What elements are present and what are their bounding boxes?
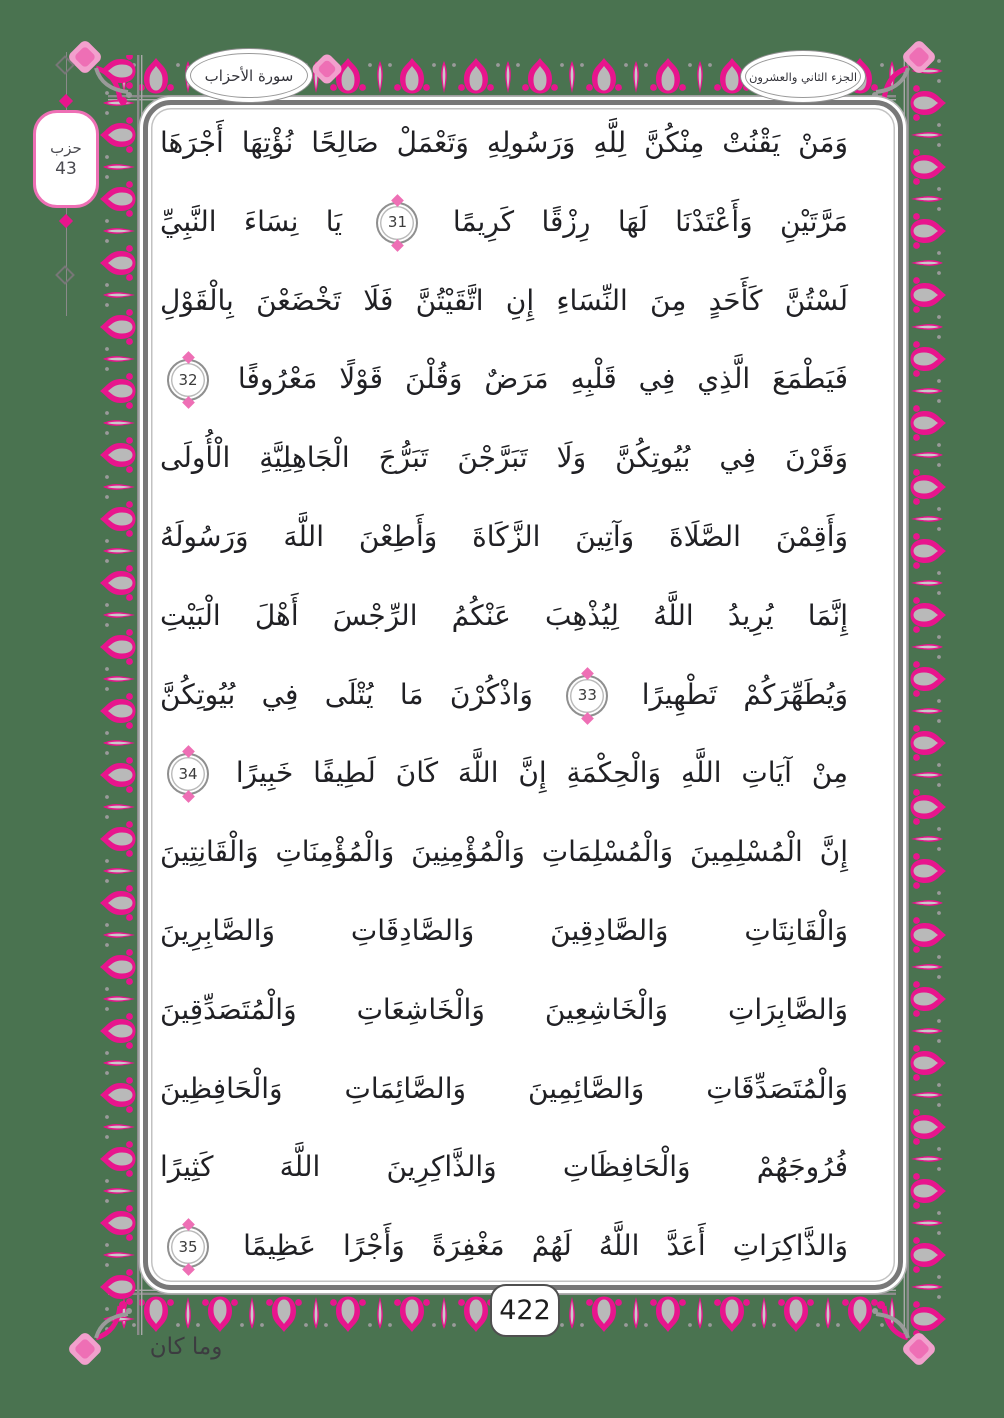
ayah-text: وَالْقَانِتَاتِ وَالصَّادِقِينَ وَالصَّادِقَاتِ وَالصَّابِرِينَ [160,913,848,947]
verse-number: 35 [178,1237,198,1256]
ayah-text: إِنَّمَا يُرِيدُ اللَّهُ لِيُذْهِبَ عَنْكُمُ الرِّجْسَ أَهْلَ الْبَيْتِ [160,598,848,632]
pink-diamond-icon [59,94,73,108]
surah-title: سورة الأحزاب [204,66,294,85]
ayah-text: لَسْتُنَّ كَأَحَدٍ مِنَ النِّسَاءِ إِنِ اتَّقَيْتُنَّ فَلَا تَخْضَعْنَ بِالْقَوْلِ [160,283,848,317]
ayah-text: وَأَقِمْنَ الصَّلَاةَ وَآتِينَ الزَّكَاةَ وَأَطِعْنَ اللَّهَ وَرَسُولَهُ [160,519,848,553]
ayah-text: وَمَنْ يَقْنُتْ مِنْكُنَّ لِلَّهِ وَرَسُولِهِ وَتَعْمَلْ صَالِحًا نُؤْتِهَا أَجْرَهَا [160,126,848,159]
verse-number: 31 [387,213,407,232]
ayah-text: وَالصَّابِرَاتِ وَالْخَاشِعِينَ وَالْخَاشِعَاتِ وَالْمُتَصَدِّقِينَ [160,992,848,1026]
verse-marker-icon [167,1226,209,1268]
ayah-text: وَاذْكُرْنَ مَا يُتْلَى فِي بُيُوتِكُنَّ [160,677,533,711]
verse-marker-icon [566,675,608,717]
ayah-text: مِنْ آيَاتِ اللَّهِ وَالْحِكْمَةِ إِنَّ اللَّهَ كَانَ لَطِيفًا خَبِيرًا [235,756,849,790]
ayah-text: وَالْمُتَصَدِّقَاتِ وَالصَّائِمِينَ وَالصَّائِمَاتِ وَالْحَافِظِينَ [160,1071,848,1105]
page-number: 422 [499,1295,551,1326]
ayah-text: وَقَرْنَ فِي بُيُوتِكُنَّ وَلَا تَبَرَّجْنَ تَبَرُّجَ الْجَاهِلِيَّةِ الْأُولَى [160,441,848,475]
hizb-medallion [33,110,99,208]
verse-number: 34 [178,764,198,783]
juz-title-cartouche [740,50,866,103]
verse-marker-icon [167,359,209,401]
page-number-badge [490,1284,560,1337]
hizb-marker [20,52,112,316]
quran-line [160,1207,848,1286]
quran-line [160,183,848,262]
ayah-text: فَيَطْمَعَ الَّذِي فِي قَلْبِهِ مَرَضٌ وَقُلْنَ قَوْلًا مَعْرُوفًا [237,362,848,396]
quran-line [160,498,848,577]
quran-line [160,734,848,813]
juz-title: الجزء الثاني والعشرون [748,69,858,84]
quran-line [160,1050,848,1129]
ayah-text: وَيُطَهِّرَكُمْ تَطْهِيرًا [641,677,849,711]
corner-flourish-icon [866,1296,938,1368]
quran-line [160,813,848,892]
diamond-ornament-icon [55,265,75,285]
hizb-label: حزب [50,139,82,157]
ayah-text: وَالذَّاكِرَاتِ أَعَدَّ اللَّهُ لَهُمْ مَغْفِرَةً وَأَجْرًا عَظِيمًا [243,1229,849,1263]
hizb-number: 43 [55,159,77,179]
border-strip-right [903,55,949,1335]
surah-title-cartouche [185,48,313,103]
quran-line [160,104,848,183]
verse-marker-icon [167,753,209,795]
diamond-ornament-icon [55,55,75,75]
quran-line [160,892,848,971]
quran-line [160,656,848,735]
pink-diamond-icon [59,214,73,228]
ayah-text: يَا نِسَاءَ النَّبِيِّ [160,204,343,238]
ayah-text: مَرَّتَيْنِ وَأَعْتَدْنَا لَهَا رِزْقًا كَرِيمًا [452,204,848,238]
quran-line [160,577,848,656]
quran-text [160,104,848,1286]
ayah-text: إِنَّ الْمُسْلِمِينَ وَالْمُسْلِمَاتِ وَالْمُؤْمِنِينَ وَالْمُؤْمِنَاتِ وَالْقَانِتِينَ [160,835,848,869]
quran-line [160,1128,848,1207]
verse-marker-icon [376,202,418,244]
verse-number: 33 [577,686,597,705]
quran-line [160,340,848,419]
quran-line [160,262,848,341]
quran-line [160,419,848,498]
verse-number: 32 [178,370,198,389]
flower-ornament-icon [312,54,342,84]
quran-line [160,971,848,1050]
ayah-text: فُرُوجَهُمْ وَالْحَافِظَاتِ وَالذَّاكِرِينَ اللَّهَ كَثِيرًا [160,1150,848,1184]
catchword: وما كان [149,1334,223,1360]
